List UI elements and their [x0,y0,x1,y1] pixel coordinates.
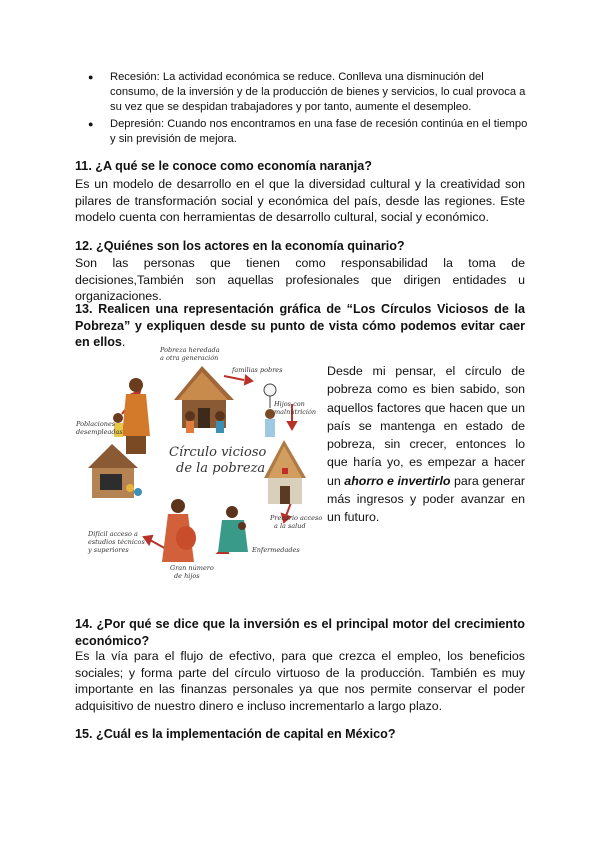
question-12-answer: Son las personas que tienen como responsabilidad la toma de decisiones,También son aquellas profesionales que dirigen entidades u organizaciones. [75,256,525,303]
bullet-depresion: ● Depresión: Cuando nos encontramos en una fase de recesión continúa en el tiempo y sin previsión de mejora. [88,117,528,147]
label-pobreza-heredada-2: a otra generación [160,354,219,362]
bullet-list [88,70,528,148]
label-poblaciones-1: Poblaciones [76,420,116,428]
vicious-circle-illustration [74,340,324,580]
circle-title-line2: de la pobreza [176,461,266,476]
question-13-answer [327,362,525,527]
question-11-heading: 11. ¿A qué se le conoce como economía naranja? [75,159,372,173]
question-15-heading: 15. ¿Cuál es la implementación de capital en México? [75,727,396,741]
question-11-answer: Es un modelo de desarrollo en el que la diversidad cultural y la creatividad son pilares de transformación social y económica del país, desde las regiones. Este modelo cuenta con herramientas de desarrollo cultural, social y económico. [75,177,525,224]
label-hijos-1: Hijos con [274,400,305,408]
label-precario-1: Precario acceso [270,514,323,522]
circle-title-line1: Círculo vicioso [169,445,267,460]
pregnant-woman [162,499,196,562]
bullet-recesion: ● Recesión: La actividad económica se reduce. Conlleva una disminución del consumo, de la inversión y de la producción de bienes y servicios, lo cual provoca a su vez que se despidan trabajadores y por tanto, aumente el desempleo. [88,70,528,116]
label-pobreza-heredada-1: Pobreza heredada [160,346,220,354]
label-precario-2: a la salud [274,522,306,530]
question-13-answer-end: para generar más ingresos y poder avanzar en un futuro. [327,473,525,525]
question-14-answer: Es la vía para el flujo de efectivo, para que crezca el empleo, los beneficios sociales; y forma parte del círculo virtuoso de la producción. También es muy importante en las finanzas personales ya que nos permite conservar el poder adquisitivo de nuestro dinero e incluso incrementarlo a largo plazo. [75,649,525,713]
label-dificil-3: y superiores [88,546,129,554]
woman-top-figure [113,378,150,454]
label-hijos-2: malnutrición [274,408,317,416]
vicious-circle-drawing [74,340,324,580]
question-13-answer-start: Desde mi pensar, el círculo de pobreza como es bien sabido, son aquellos factores que hacen que un país se mantenga en estado de pobreza, sin crecer, entonces lo que haría yo, es empezar a hacer un [327,364,525,488]
label-dificil-2: estudios técnicos [88,538,145,546]
question-14-heading: 14. ¿Por qué se dice que la inversión es el principal motor del crecimiento económico? [75,617,525,648]
question-13-answer-emphasis: ahorro e invertirlo [344,473,451,488]
woman-child-right [218,506,248,552]
label-gran-numero-2: de hijos [174,572,200,580]
label-dificil-1: Difícil acceso a [88,530,138,538]
label-familias-pobres: familias pobres [232,366,283,374]
label-poblaciones-2: desempleadas [76,428,123,436]
question-13-heading-period: . [121,335,126,349]
clinic-hut [264,440,306,504]
label-gran-numero-1: Gran número [170,564,214,572]
question-13-heading-text: 13. Realicen una representación gráfica de “Los Círculos Viciosos de la Pobreza” y expliquen desde su punto de vista cómo podemos evitar caer en ellos [75,302,525,349]
label-enfermedades: Enfermedades [252,546,300,554]
question-12-heading: 12. ¿Quiénes son los actores en la economía quinario? [75,239,405,253]
